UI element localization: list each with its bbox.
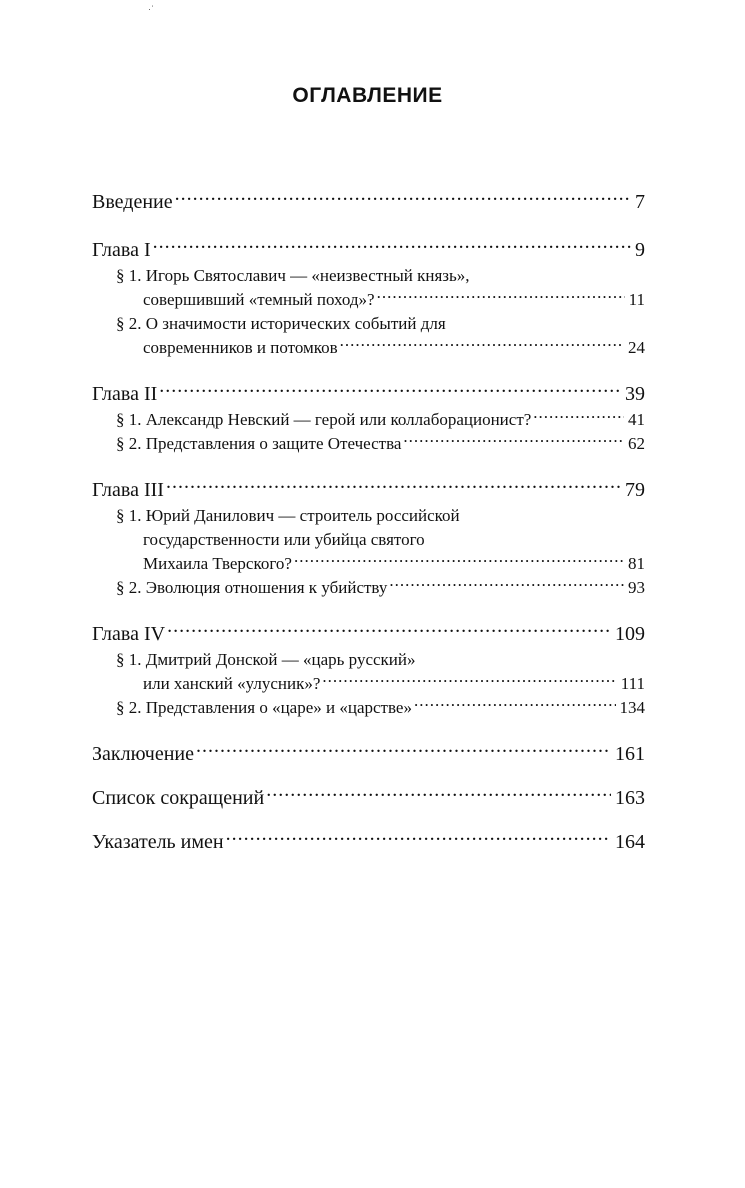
dot-leader (531, 408, 624, 425)
toc-section-line[interactable] (143, 672, 645, 696)
toc-page-number: 161 (615, 743, 645, 765)
toc-label: § 2. Эволюция отношения к убийству (116, 578, 388, 597)
toc-entry-name-index[interactable] (92, 828, 645, 856)
toc-section-line[interactable] (116, 432, 645, 456)
toc-page-number: 164 (615, 831, 645, 853)
toc-label: совершивший «темный поход»? (143, 290, 375, 309)
dot-leader (387, 576, 624, 593)
toc-label: § 1. Александр Невский — герой или коллаборационист? (116, 410, 532, 429)
toc-page-number: 41 (628, 410, 645, 429)
toc-entry-intro[interactable] (92, 188, 645, 216)
toc-label: § 1. Дмитрий Донской — «царь русский» (116, 650, 416, 669)
toc-label: или ханский «улусник»? (143, 674, 321, 693)
toc-label: Глава II (92, 383, 158, 405)
toc-entry-chapter-3[interactable] (92, 476, 645, 504)
toc-label: § 1. Игорь Святославич — «неизвестный князь», (116, 266, 470, 285)
dot-leader (264, 784, 611, 804)
table-of-contents (92, 188, 645, 856)
dot-leader (401, 432, 624, 449)
toc-entry-chapter-4[interactable] (92, 620, 645, 648)
dot-leader (338, 336, 624, 353)
dot-leader (375, 288, 625, 305)
toc-page-number: 62 (628, 434, 645, 453)
toc-section-line[interactable] (116, 504, 645, 528)
dot-leader (320, 672, 616, 689)
dot-leader (173, 188, 631, 208)
toc-label: Заключение (92, 743, 194, 765)
toc-page-number: 163 (615, 787, 645, 809)
toc-page-number: 109 (615, 623, 645, 645)
toc-label: Глава IV (92, 623, 166, 645)
toc-page-number: 134 (619, 698, 645, 717)
toc-entry-chapter-1[interactable] (92, 236, 645, 264)
dot-leader (165, 620, 611, 640)
dot-leader (194, 740, 611, 760)
toc-page-number: 81 (628, 554, 645, 573)
dot-leader (164, 476, 621, 496)
toc-label: Введение (92, 191, 173, 213)
toc-page-number: 39 (625, 383, 645, 405)
toc-section-line[interactable] (143, 552, 645, 576)
page-title: ОГЛАВЛЕНИЕ (292, 84, 443, 107)
toc-entry-conclusion[interactable] (92, 740, 645, 768)
toc-label: Михаила Тверского? (143, 554, 292, 573)
toc-entry-chapter-2[interactable] (92, 380, 645, 408)
toc-label: Глава I (92, 239, 151, 261)
toc-label: Список сокращений (92, 787, 265, 809)
toc-label: § 2. Представления о защите Отечества (116, 434, 402, 453)
toc-section-line[interactable] (143, 336, 645, 360)
toc-label: § 1. Юрий Данилович — строитель российской (116, 506, 460, 525)
toc-label: § 2. Представления о «царе» и «царстве» (116, 698, 412, 717)
toc-label: современников и потомков (143, 338, 338, 357)
toc-section-line[interactable] (116, 408, 645, 432)
toc-page-number: 24 (628, 338, 645, 357)
toc-section-line[interactable] (116, 576, 645, 600)
toc-label: § 2. О значимости исторических событий для (116, 314, 446, 333)
toc-section-line[interactable] (116, 696, 645, 720)
toc-page-number: 7 (635, 191, 645, 213)
toc-page-number: 11 (628, 290, 645, 309)
dot-leader (412, 696, 616, 713)
toc-label: Глава III (92, 479, 164, 501)
toc-label: Указатель имен (92, 831, 224, 853)
toc-entry-abbreviations[interactable] (92, 784, 645, 812)
toc-section-line[interactable] (116, 312, 645, 336)
toc-section-line[interactable] (116, 264, 645, 288)
dot-leader (224, 828, 611, 848)
toc-section-line[interactable] (143, 288, 645, 312)
toc-page-number: 93 (628, 578, 645, 597)
dot-leader (151, 236, 631, 256)
dot-leader (292, 552, 624, 569)
toc-section-line[interactable] (116, 648, 645, 672)
toc-page-number: 9 (635, 239, 645, 261)
page-speck: ·ʿ (148, 4, 154, 14)
toc-page-number: 111 (620, 674, 645, 693)
toc-page-number: 79 (625, 479, 645, 501)
toc-label: государственности или убийца святого (143, 530, 425, 549)
toc-section-line[interactable] (143, 528, 645, 552)
dot-leader (157, 380, 621, 400)
